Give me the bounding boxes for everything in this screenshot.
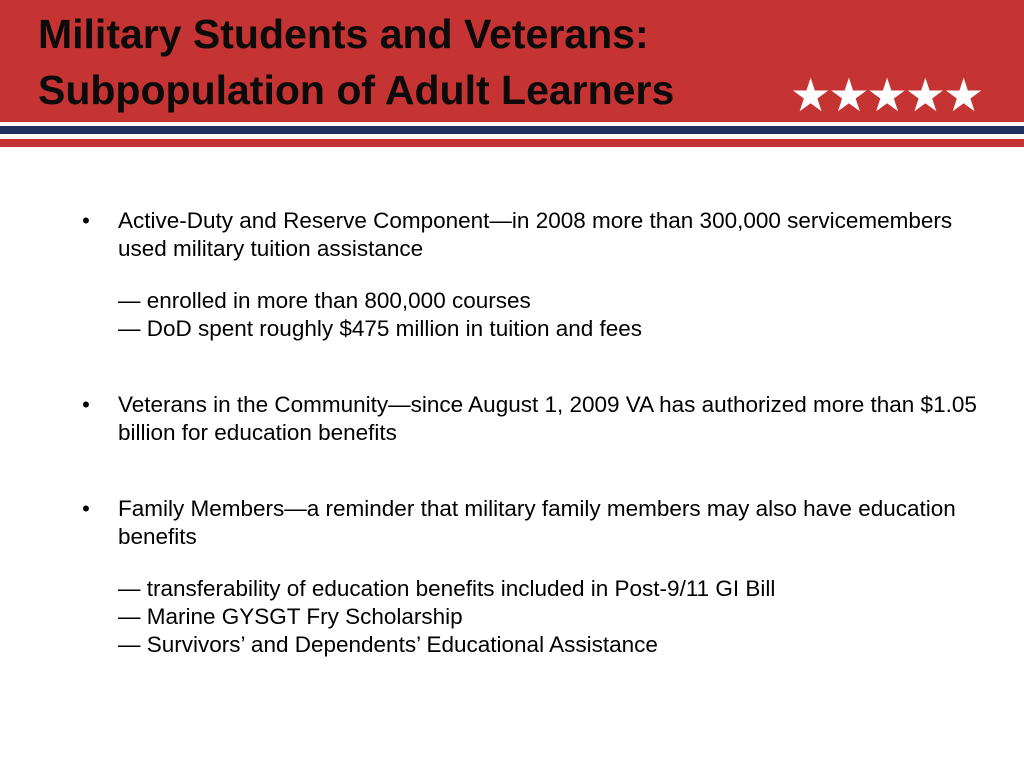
banner-stripe-navy [0, 126, 1024, 134]
sub-item: — Marine GYSGT Fry Scholarship [118, 604, 463, 629]
bullet-item-veterans [78, 391, 978, 447]
sub-item: — transferability of education benefits included in Post-9/11 GI Bill [118, 576, 776, 601]
sub-item: — enrolled in more than 800,000 courses [118, 288, 531, 313]
slide-title [38, 6, 674, 118]
title-banner [0, 0, 1024, 122]
slide-title-line-1: Military Students and Veterans: [38, 11, 649, 57]
bullet-text: Active-Duty and Reserve Component—in 2008 more than 300,000 servicemembers used military tuition assistance [118, 208, 953, 261]
bullet-marker: • [82, 496, 90, 521]
bullet-list [78, 207, 978, 659]
bullet-item-active-duty [78, 207, 978, 263]
bullet-marker: • [82, 392, 90, 417]
five-stars-icon: ★★★★★ [790, 68, 982, 122]
sub-item: — DoD spent roughly $475 million in tuition and fees [118, 316, 643, 341]
bullet-item-family-members [78, 495, 978, 551]
bullet-marker: • [82, 208, 90, 233]
bullet-text: Family Members—a reminder that military family members may also have education benefits [118, 496, 956, 549]
banner-stripe-red [0, 139, 1024, 147]
slide-title-line-2: Subpopulation of Adult Learners [38, 67, 675, 113]
sub-list-family-members [78, 575, 978, 659]
bullet-text: Veterans in the Community—since August 1, 2009 VA has authorized more than $1.05 billion for education benefits [118, 392, 977, 445]
sub-list-active-duty [78, 287, 978, 343]
sub-item: — Survivors’ and Dependents’ Educational Assistance [118, 632, 658, 657]
